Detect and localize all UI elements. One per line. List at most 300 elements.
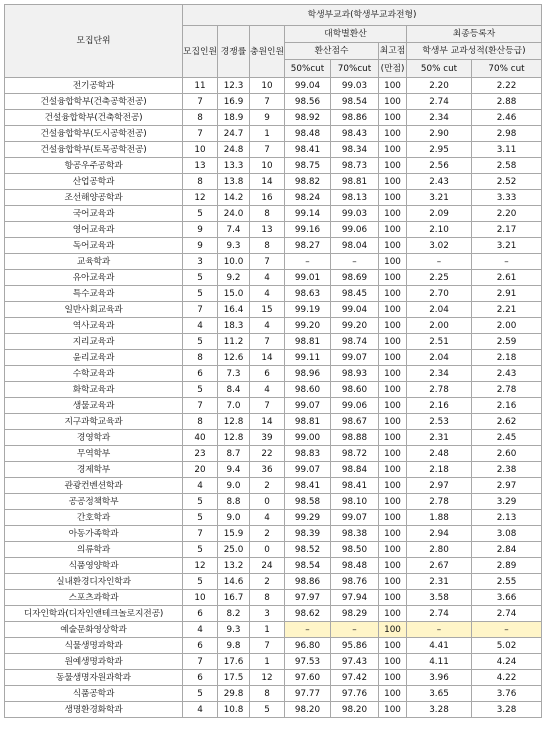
applicants-cell: 6 bbox=[183, 670, 218, 686]
grade-cut50-cell: 2.78 bbox=[407, 494, 472, 510]
grade-cut70-cell: 2.45 bbox=[472, 430, 542, 446]
score-cut50-cell: 98.96 bbox=[285, 366, 331, 382]
unit-cell: 스포츠과학과 bbox=[5, 590, 183, 606]
table-row bbox=[5, 606, 542, 622]
max-score-cell: 100 bbox=[379, 622, 407, 638]
waitlist-cell: 10 bbox=[250, 78, 285, 94]
max-score-cell: 100 bbox=[379, 238, 407, 254]
waitlist-cell: 36 bbox=[250, 462, 285, 478]
grade-cut70-cell: 3.76 bbox=[472, 686, 542, 702]
grade-cut50-cell: 2.90 bbox=[407, 126, 472, 142]
score-cut50-cell: – bbox=[285, 254, 331, 270]
grade-cut70-cell: 2.59 bbox=[472, 334, 542, 350]
competition-cell: 16.7 bbox=[218, 590, 250, 606]
score-cut70-cell: 98.45 bbox=[331, 286, 379, 302]
score-cut70-cell: – bbox=[331, 254, 379, 270]
score-cut70-cell: 97.43 bbox=[331, 654, 379, 670]
max-score-cell: 100 bbox=[379, 302, 407, 318]
score-cut70-cell: 98.76 bbox=[331, 574, 379, 590]
score-cut70-cell: 95.86 bbox=[331, 638, 379, 654]
competition-cell: 8.4 bbox=[218, 382, 250, 398]
waitlist-cell: 4 bbox=[250, 382, 285, 398]
applicants-cell: 6 bbox=[183, 366, 218, 382]
waitlist-cell: 2 bbox=[250, 526, 285, 542]
applicants-cell: 8 bbox=[183, 174, 218, 190]
grade-cut50-cell: 2.04 bbox=[407, 350, 472, 366]
score-cut50-cell: – bbox=[285, 622, 331, 638]
score-cut50-cell: 98.86 bbox=[285, 574, 331, 590]
table-row bbox=[5, 414, 542, 430]
table-row bbox=[5, 222, 542, 238]
unit-cell: 국어교육과 bbox=[5, 206, 183, 222]
score-cut50-cell: 99.16 bbox=[285, 222, 331, 238]
score-cut70-cell: 99.03 bbox=[331, 206, 379, 222]
grade-cut70-cell: 2.16 bbox=[472, 398, 542, 414]
table-row bbox=[5, 478, 542, 494]
score-cut50-cell: 98.41 bbox=[285, 478, 331, 494]
grade-cut50-cell: 2.20 bbox=[407, 78, 472, 94]
header-grade: 학생부 교과성적(환산등급) bbox=[407, 43, 542, 60]
unit-cell: 식품공학과 bbox=[5, 686, 183, 702]
score-cut70-cell: – bbox=[331, 622, 379, 638]
applicants-cell: 3 bbox=[183, 254, 218, 270]
unit-cell: 공공정책학부 bbox=[5, 494, 183, 510]
competition-cell: 29.8 bbox=[218, 686, 250, 702]
applicants-cell: 5 bbox=[183, 574, 218, 590]
applicants-cell: 5 bbox=[183, 286, 218, 302]
grade-cut70-cell: – bbox=[472, 622, 542, 638]
max-score-cell: 100 bbox=[379, 670, 407, 686]
competition-cell: 12.8 bbox=[218, 414, 250, 430]
grade-cut70-cell: 2.55 bbox=[472, 574, 542, 590]
waitlist-cell: 7 bbox=[250, 398, 285, 414]
score-cut70-cell: 97.94 bbox=[331, 590, 379, 606]
score-cut70-cell: 98.74 bbox=[331, 334, 379, 350]
waitlist-cell: 14 bbox=[250, 350, 285, 366]
unit-cell: 원예생명과학과 bbox=[5, 654, 183, 670]
score-cut50-cell: 97.53 bbox=[285, 654, 331, 670]
unit-cell: 조선해양공학과 bbox=[5, 190, 183, 206]
competition-cell: 13.3 bbox=[218, 158, 250, 174]
unit-cell: 건설융합학부(건축학전공) bbox=[5, 110, 183, 126]
score-cut70-cell: 99.06 bbox=[331, 222, 379, 238]
score-cut70-cell: 98.34 bbox=[331, 142, 379, 158]
waitlist-cell: 4 bbox=[250, 510, 285, 526]
max-score-cell: 100 bbox=[379, 190, 407, 206]
table-row bbox=[5, 542, 542, 558]
max-score-cell: 100 bbox=[379, 142, 407, 158]
score-cut70-cell: 98.48 bbox=[331, 558, 379, 574]
waitlist-cell: 3 bbox=[250, 606, 285, 622]
waitlist-cell: 2 bbox=[250, 478, 285, 494]
grade-cut50-cell: 2.09 bbox=[407, 206, 472, 222]
header-score-cut70: 70%cut bbox=[331, 60, 379, 78]
applicants-cell: 5 bbox=[183, 510, 218, 526]
max-score-cell: 100 bbox=[379, 446, 407, 462]
competition-cell: 14.6 bbox=[218, 574, 250, 590]
competition-cell: 25.0 bbox=[218, 542, 250, 558]
score-cut50-cell: 98.56 bbox=[285, 94, 331, 110]
grade-cut70-cell: 2.88 bbox=[472, 94, 542, 110]
score-cut50-cell: 98.92 bbox=[285, 110, 331, 126]
max-score-cell: 100 bbox=[379, 222, 407, 238]
score-cut70-cell: 98.88 bbox=[331, 430, 379, 446]
max-score-cell: 100 bbox=[379, 494, 407, 510]
table-row bbox=[5, 318, 542, 334]
grade-cut50-cell: 2.67 bbox=[407, 558, 472, 574]
grade-cut50-cell: 2.18 bbox=[407, 462, 472, 478]
unit-cell: 건설융합학부(토목공학전공) bbox=[5, 142, 183, 158]
competition-cell: 12.8 bbox=[218, 430, 250, 446]
table-row bbox=[5, 670, 542, 686]
score-cut50-cell: 99.01 bbox=[285, 270, 331, 286]
max-score-cell: 100 bbox=[379, 254, 407, 270]
unit-cell: 무역학부 bbox=[5, 446, 183, 462]
competition-cell: 11.2 bbox=[218, 334, 250, 350]
grade-cut70-cell: 3.08 bbox=[472, 526, 542, 542]
applicants-cell: 4 bbox=[183, 622, 218, 638]
unit-cell: 지구과학교육과 bbox=[5, 414, 183, 430]
grade-cut70-cell: 2.74 bbox=[472, 606, 542, 622]
waitlist-cell: 14 bbox=[250, 414, 285, 430]
applicants-cell: 7 bbox=[183, 126, 218, 142]
max-score-cell: 100 bbox=[379, 574, 407, 590]
applicants-cell: 5 bbox=[183, 542, 218, 558]
applicants-cell: 9 bbox=[183, 238, 218, 254]
grade-cut70-cell: 3.66 bbox=[472, 590, 542, 606]
grade-cut70-cell: 2.46 bbox=[472, 110, 542, 126]
grade-cut50-cell: 2.34 bbox=[407, 366, 472, 382]
table-row bbox=[5, 446, 542, 462]
table-row bbox=[5, 270, 542, 286]
waitlist-cell: 1 bbox=[250, 126, 285, 142]
waitlist-cell: 10 bbox=[250, 158, 285, 174]
waitlist-cell: 5 bbox=[250, 702, 285, 718]
applicants-cell: 5 bbox=[183, 382, 218, 398]
table-row bbox=[5, 366, 542, 382]
score-cut50-cell: 98.41 bbox=[285, 142, 331, 158]
competition-cell: 9.3 bbox=[218, 622, 250, 638]
waitlist-cell: 7 bbox=[250, 334, 285, 350]
score-cut70-cell: 98.13 bbox=[331, 190, 379, 206]
max-score-cell: 100 bbox=[379, 126, 407, 142]
table-row bbox=[5, 462, 542, 478]
grade-cut70-cell: 2.43 bbox=[472, 366, 542, 382]
max-score-cell: 100 bbox=[379, 78, 407, 94]
competition-cell: 15.0 bbox=[218, 286, 250, 302]
competition-cell: 13.2 bbox=[218, 558, 250, 574]
grade-cut50-cell: 2.56 bbox=[407, 158, 472, 174]
grade-cut70-cell: 2.97 bbox=[472, 478, 542, 494]
applicants-cell: 11 bbox=[183, 78, 218, 94]
grade-cut50-cell: 3.21 bbox=[407, 190, 472, 206]
header-full-marks: (만점) bbox=[379, 60, 407, 78]
applicants-cell: 20 bbox=[183, 462, 218, 478]
header-waitlist: 충원인원 bbox=[250, 26, 285, 78]
score-cut70-cell: 98.86 bbox=[331, 110, 379, 126]
grade-cut70-cell: 2.21 bbox=[472, 302, 542, 318]
applicants-cell: 40 bbox=[183, 430, 218, 446]
score-cut70-cell: 98.54 bbox=[331, 94, 379, 110]
grade-cut50-cell: 2.04 bbox=[407, 302, 472, 318]
header-unit: 모집단위 bbox=[5, 5, 183, 78]
waitlist-cell: 1 bbox=[250, 654, 285, 670]
applicants-cell: 6 bbox=[183, 606, 218, 622]
max-score-cell: 100 bbox=[379, 366, 407, 382]
table-body bbox=[5, 78, 542, 718]
unit-cell: 생명환경화학과 bbox=[5, 702, 183, 718]
table-row bbox=[5, 590, 542, 606]
table-row bbox=[5, 638, 542, 654]
score-cut50-cell: 98.62 bbox=[285, 606, 331, 622]
applicants-cell: 13 bbox=[183, 158, 218, 174]
score-cut70-cell: 98.73 bbox=[331, 158, 379, 174]
max-score-cell: 100 bbox=[379, 382, 407, 398]
waitlist-cell: 1 bbox=[250, 622, 285, 638]
table-row bbox=[5, 174, 542, 190]
table-row bbox=[5, 190, 542, 206]
waitlist-cell: 8 bbox=[250, 686, 285, 702]
grade-cut50-cell: 3.96 bbox=[407, 670, 472, 686]
grade-cut70-cell: 2.52 bbox=[472, 174, 542, 190]
unit-cell: 특수교육과 bbox=[5, 286, 183, 302]
score-cut70-cell: 98.20 bbox=[331, 702, 379, 718]
competition-cell: 8.8 bbox=[218, 494, 250, 510]
score-cut70-cell: 99.04 bbox=[331, 302, 379, 318]
unit-cell: 식품영양학과 bbox=[5, 558, 183, 574]
waitlist-cell: 4 bbox=[250, 286, 285, 302]
max-score-cell: 100 bbox=[379, 334, 407, 350]
grade-cut70-cell: 2.60 bbox=[472, 446, 542, 462]
applicants-cell: 23 bbox=[183, 446, 218, 462]
unit-cell: 의류학과 bbox=[5, 542, 183, 558]
waitlist-cell: 12 bbox=[250, 670, 285, 686]
table-row bbox=[5, 350, 542, 366]
waitlist-cell: 8 bbox=[250, 206, 285, 222]
competition-cell: 9.2 bbox=[218, 270, 250, 286]
waitlist-cell: 2 bbox=[250, 574, 285, 590]
grade-cut50-cell: 2.16 bbox=[407, 398, 472, 414]
unit-cell: 실내환경디자인학과 bbox=[5, 574, 183, 590]
score-cut70-cell: 97.76 bbox=[331, 686, 379, 702]
score-cut50-cell: 99.14 bbox=[285, 206, 331, 222]
header-univ-score: 대학별환산 bbox=[285, 26, 407, 43]
competition-cell: 9.4 bbox=[218, 462, 250, 478]
score-cut50-cell: 98.48 bbox=[285, 126, 331, 142]
max-score-cell: 100 bbox=[379, 270, 407, 286]
grade-cut50-cell: 2.78 bbox=[407, 382, 472, 398]
grade-cut70-cell: 2.22 bbox=[472, 78, 542, 94]
applicants-cell: 10 bbox=[183, 142, 218, 158]
applicants-cell: 7 bbox=[183, 526, 218, 542]
score-cut50-cell: 97.60 bbox=[285, 670, 331, 686]
grade-cut50-cell: 2.95 bbox=[407, 142, 472, 158]
applicants-cell: 10 bbox=[183, 590, 218, 606]
competition-cell: 24.7 bbox=[218, 126, 250, 142]
unit-cell: 산업공학과 bbox=[5, 174, 183, 190]
unit-cell: 독어교육과 bbox=[5, 238, 183, 254]
score-cut50-cell: 98.81 bbox=[285, 414, 331, 430]
max-score-cell: 100 bbox=[379, 110, 407, 126]
applicants-cell: 9 bbox=[183, 222, 218, 238]
grade-cut70-cell: 2.17 bbox=[472, 222, 542, 238]
score-cut50-cell: 99.11 bbox=[285, 350, 331, 366]
competition-cell: 16.9 bbox=[218, 94, 250, 110]
unit-cell: 예술문화영상학과 bbox=[5, 622, 183, 638]
unit-cell: 지리교육과 bbox=[5, 334, 183, 350]
score-cut70-cell: 98.38 bbox=[331, 526, 379, 542]
applicants-cell: 7 bbox=[183, 654, 218, 670]
header-grade-cut70: 70% cut bbox=[472, 60, 542, 78]
grade-cut50-cell: 2.80 bbox=[407, 542, 472, 558]
table-row bbox=[5, 686, 542, 702]
score-cut50-cell: 98.83 bbox=[285, 446, 331, 462]
table-row bbox=[5, 286, 542, 302]
waitlist-cell: 0 bbox=[250, 494, 285, 510]
grade-cut70-cell: 2.84 bbox=[472, 542, 542, 558]
applicants-cell: 4 bbox=[183, 318, 218, 334]
competition-cell: 8.2 bbox=[218, 606, 250, 622]
grade-cut70-cell: 2.38 bbox=[472, 462, 542, 478]
grade-cut50-cell: 2.74 bbox=[407, 94, 472, 110]
waitlist-cell: 4 bbox=[250, 318, 285, 334]
grade-cut50-cell: 2.25 bbox=[407, 270, 472, 286]
score-cut50-cell: 99.07 bbox=[285, 398, 331, 414]
max-score-cell: 100 bbox=[379, 462, 407, 478]
waitlist-cell: 9 bbox=[250, 110, 285, 126]
unit-cell: 역사교육과 bbox=[5, 318, 183, 334]
unit-cell: 화학교육과 bbox=[5, 382, 183, 398]
header-converted-total: 환산점수 bbox=[285, 43, 379, 60]
waitlist-cell: 14 bbox=[250, 174, 285, 190]
grade-cut70-cell: 2.18 bbox=[472, 350, 542, 366]
grade-cut50-cell: 2.00 bbox=[407, 318, 472, 334]
competition-cell: 12.6 bbox=[218, 350, 250, 366]
score-cut50-cell: 96.80 bbox=[285, 638, 331, 654]
grade-cut70-cell: 2.78 bbox=[472, 382, 542, 398]
table-row bbox=[5, 110, 542, 126]
competition-cell: 24.0 bbox=[218, 206, 250, 222]
score-cut50-cell: 97.77 bbox=[285, 686, 331, 702]
score-cut70-cell: 99.07 bbox=[331, 350, 379, 366]
applicants-cell: 4 bbox=[183, 702, 218, 718]
score-cut70-cell: 97.42 bbox=[331, 670, 379, 686]
applicants-cell: 12 bbox=[183, 558, 218, 574]
table-row bbox=[5, 334, 542, 350]
max-score-cell: 100 bbox=[379, 206, 407, 222]
unit-cell: 간호학과 bbox=[5, 510, 183, 526]
grade-cut50-cell: 2.31 bbox=[407, 574, 472, 590]
grade-cut70-cell: 2.91 bbox=[472, 286, 542, 302]
score-cut70-cell: 98.60 bbox=[331, 382, 379, 398]
applicants-cell: 8 bbox=[183, 110, 218, 126]
grade-cut70-cell: 4.24 bbox=[472, 654, 542, 670]
score-cut50-cell: 99.00 bbox=[285, 430, 331, 446]
grade-cut50-cell: 2.10 bbox=[407, 222, 472, 238]
competition-cell: 9.0 bbox=[218, 478, 250, 494]
applicants-cell: 8 bbox=[183, 350, 218, 366]
table-row bbox=[5, 702, 542, 718]
score-cut70-cell: 98.72 bbox=[331, 446, 379, 462]
waitlist-cell: 6 bbox=[250, 366, 285, 382]
competition-cell: 18.9 bbox=[218, 110, 250, 126]
waitlist-cell: 7 bbox=[250, 94, 285, 110]
max-score-cell: 100 bbox=[379, 686, 407, 702]
unit-cell: 전기공학과 bbox=[5, 78, 183, 94]
score-cut50-cell: 98.52 bbox=[285, 542, 331, 558]
header-track: 학생부교과(학생부교과전형) bbox=[183, 5, 542, 26]
competition-cell: 15.9 bbox=[218, 526, 250, 542]
unit-cell: 경영학과 bbox=[5, 430, 183, 446]
score-cut70-cell: 98.93 bbox=[331, 366, 379, 382]
score-cut50-cell: 98.82 bbox=[285, 174, 331, 190]
admission-results-table bbox=[4, 4, 542, 718]
max-score-cell: 100 bbox=[379, 430, 407, 446]
grade-cut50-cell: 3.02 bbox=[407, 238, 472, 254]
grade-cut50-cell: 2.53 bbox=[407, 414, 472, 430]
header-score-cut50: 50%cut bbox=[285, 60, 331, 78]
score-cut50-cell: 98.39 bbox=[285, 526, 331, 542]
grade-cut70-cell: 2.00 bbox=[472, 318, 542, 334]
grade-cut50-cell: 2.34 bbox=[407, 110, 472, 126]
max-score-cell: 100 bbox=[379, 510, 407, 526]
unit-cell: 유아교육과 bbox=[5, 270, 183, 286]
grade-cut50-cell: 3.58 bbox=[407, 590, 472, 606]
grade-cut50-cell: 4.41 bbox=[407, 638, 472, 654]
unit-cell: 교육학과 bbox=[5, 254, 183, 270]
applicants-cell: 12 bbox=[183, 190, 218, 206]
grade-cut70-cell: 2.61 bbox=[472, 270, 542, 286]
header-competition: 경쟁률 bbox=[218, 26, 250, 78]
unit-cell: 건설융합학부(도시공학전공) bbox=[5, 126, 183, 142]
table-row bbox=[5, 126, 542, 142]
competition-cell: 17.5 bbox=[218, 670, 250, 686]
score-cut50-cell: 98.54 bbox=[285, 558, 331, 574]
unit-cell: 디자인학과(디자인앤테크놀로지전공) bbox=[5, 606, 183, 622]
score-cut50-cell: 99.07 bbox=[285, 462, 331, 478]
grade-cut50-cell: 2.97 bbox=[407, 478, 472, 494]
score-cut70-cell: 98.29 bbox=[331, 606, 379, 622]
grade-cut50-cell: – bbox=[407, 254, 472, 270]
table-row bbox=[5, 206, 542, 222]
unit-cell: 경제학부 bbox=[5, 462, 183, 478]
score-cut70-cell: 98.10 bbox=[331, 494, 379, 510]
applicants-cell: 7 bbox=[183, 398, 218, 414]
score-cut50-cell: 98.58 bbox=[285, 494, 331, 510]
competition-cell: 9.3 bbox=[218, 238, 250, 254]
header-applicants: 모집인원 bbox=[183, 26, 218, 78]
max-score-cell: 100 bbox=[379, 606, 407, 622]
table-row bbox=[5, 142, 542, 158]
table-row bbox=[5, 574, 542, 590]
grade-cut70-cell: – bbox=[472, 254, 542, 270]
grade-cut70-cell: 2.89 bbox=[472, 558, 542, 574]
competition-cell: 7.3 bbox=[218, 366, 250, 382]
max-score-cell: 100 bbox=[379, 174, 407, 190]
grade-cut70-cell: 2.20 bbox=[472, 206, 542, 222]
max-score-cell: 100 bbox=[379, 94, 407, 110]
competition-cell: 10.0 bbox=[218, 254, 250, 270]
score-cut70-cell: 99.03 bbox=[331, 78, 379, 94]
unit-cell: 건설융합학부(건축공학전공) bbox=[5, 94, 183, 110]
max-score-cell: 100 bbox=[379, 478, 407, 494]
grade-cut50-cell: 2.74 bbox=[407, 606, 472, 622]
score-cut50-cell: 98.60 bbox=[285, 382, 331, 398]
competition-cell: 8.7 bbox=[218, 446, 250, 462]
competition-cell: 10.8 bbox=[218, 702, 250, 718]
applicants-cell: 5 bbox=[183, 334, 218, 350]
score-cut70-cell: 99.07 bbox=[331, 510, 379, 526]
